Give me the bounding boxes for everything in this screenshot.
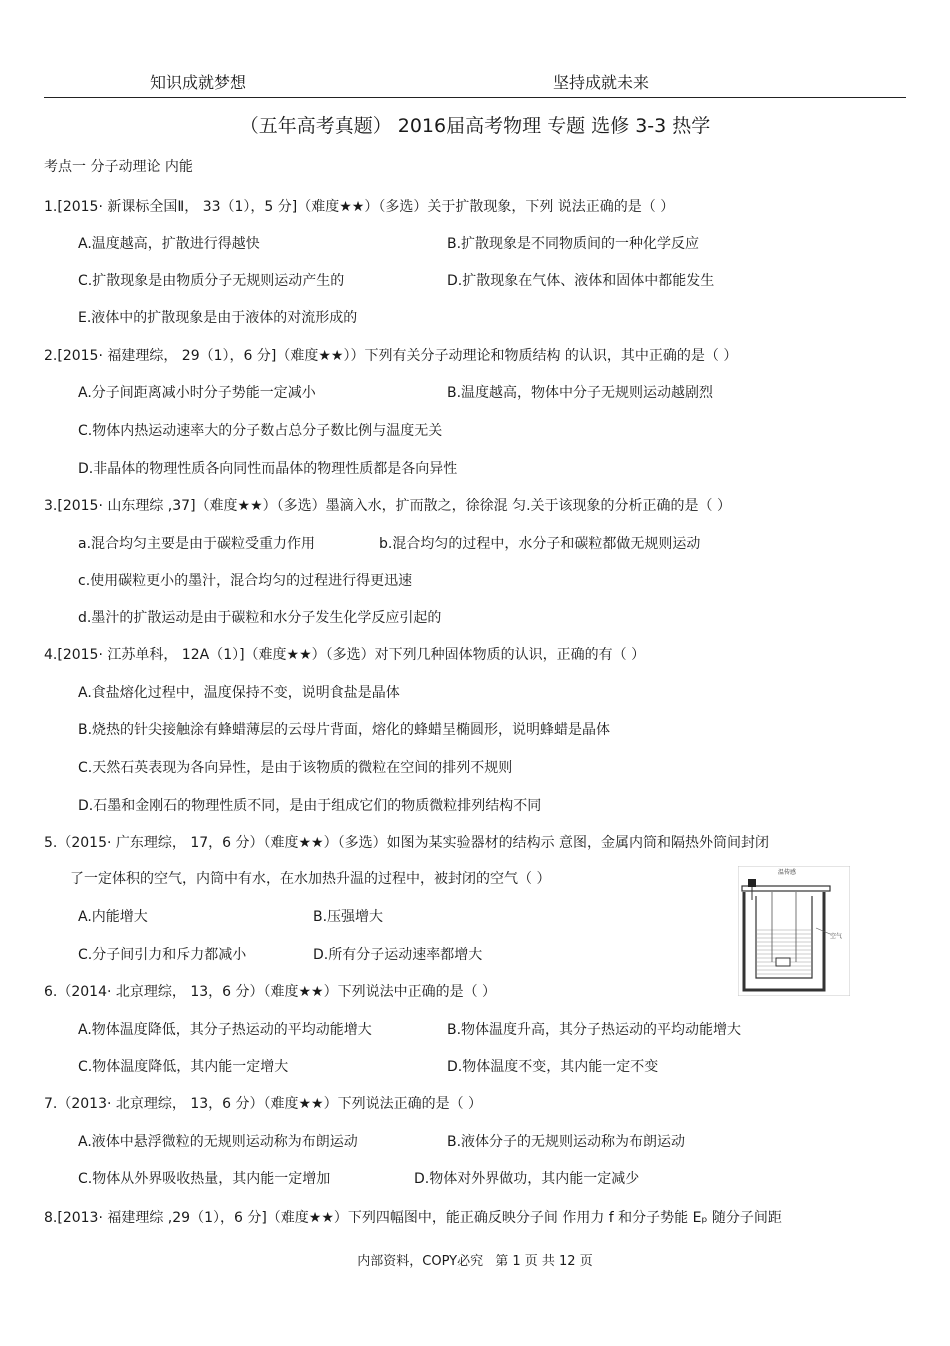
question-3-stem: 3.[2015· 山东理综 ,37]（难度★★）（多选）墨滴入水，扩而散之，徐徐混 匀.关于该现象的分析正确的是（ ） — [44, 498, 731, 514]
question-5-option-a: A.内能增大 — [78, 909, 148, 925]
question-6-option-d: D.物体温度不变，其内能一定不变 — [447, 1059, 659, 1075]
question-3-option-a: a.混合均匀主要是由于碳粒受重力作用 — [78, 536, 316, 552]
header-left-slogan: 知识成就梦想 — [150, 73, 247, 92]
question-1-option-b: B.扩散现象是不同物质间的一种化学反应 — [447, 236, 700, 252]
question-3-option-d: d.墨汁的扩散运动是由于碳粒和水分子发生化学反应引起的 — [78, 610, 442, 626]
question-3-option-c: c.使用碳粒更小的墨汁，混合均匀的过程进行得更迅速 — [78, 573, 413, 589]
question-1-option-d: D.扩散现象在气体、液体和固体中都能发生 — [447, 273, 715, 289]
question-4-stem: 4.[2015· 江苏单科， 12A（1）]（难度★★）（多选）对下列几种固体物质的认识，正确的有（ ） — [44, 647, 646, 663]
question-5-option-d: D.所有分子运动速率都增大 — [313, 947, 483, 963]
page-title: （五年高考真题） 2016届高考物理 专题 选修 3-3 热学 — [239, 115, 711, 137]
question-7-stem: 7.（2013· 北京理综， 13，6 分）（难度★★）下列说法正确的是（ ） — [44, 1096, 483, 1112]
question-5-option-b: B.压强增大 — [313, 909, 384, 925]
figure-label-sensor: 温传感 — [778, 869, 797, 876]
figure-label-air: 空气 — [830, 933, 843, 940]
question-6-option-a: A.物体温度降低，其分子热运动的平均动能增大 — [78, 1022, 372, 1038]
question-1-stem: 1.[2015· 新课标全国Ⅱ， 33（1），5 分]（难度★★）（多选）关于扩散现象，下列 说法正确的是（ ） — [44, 199, 675, 215]
footer-copyright: 内部资料，COPY必究 — [357, 1254, 484, 1269]
question-7-option-c: C.物体从外界吸收热量，其内能一定增加 — [78, 1171, 331, 1187]
question-4-option-d: D.石墨和金刚石的物理性质不同，是由于组成它们的物质微粒排列结构不同 — [78, 798, 542, 814]
question-5-stem: 5.（2015· 广东理综， 17，6 分）（难度★★）（多选）如图为某实验器材的结构示 意图，金属内筒和隔热外筒间封闭 — [44, 835, 770, 851]
heater-element — [776, 958, 790, 966]
question-4-option-b: B.烧热的针尖接触涂有蜂蜡薄层的云母片背面，熔化的蜂蜡呈椭圆形，说明蜂蜡是晶体 — [78, 722, 611, 738]
question-7-option-a: A.液体中悬浮微粒的无规则运动称为布朗运动 — [78, 1134, 358, 1150]
question-6-stem: 6.（2014· 北京理综， 13，6 分）（难度★★）下列说法中正确的是（ ） — [44, 984, 497, 1000]
experiment-apparatus-figure — [738, 866, 850, 996]
question-6-option-c: C.物体温度降低，其内能一定增大 — [78, 1059, 289, 1075]
page-footer — [0, 1250, 950, 1269]
question-8-stem: 8.[2013· 福建理综 ,29（1），6 分]（难度★★）下列四幅图中，能正确反映分子间 作用力 f 和分子势能 Eₚ 随分子间距 — [44, 1210, 782, 1226]
water-lines — [757, 930, 811, 974]
question-2-stem: 2.[2015· 福建理综， 29（1），6 分]（难度★★））下列有关分子动理论和物质结构 的认识，其中正确的是（ ） — [44, 348, 738, 364]
question-2-option-d: D.非晶体的物理性质各向同性而晶体的物理性质都是各向异性 — [78, 461, 458, 477]
question-1-option-e: E.液体中的扩散现象是由于液体的对流形成的 — [78, 310, 358, 326]
sensor-block — [748, 879, 756, 887]
header-divider — [44, 97, 906, 98]
question-5-option-c: C.分子间引力和斥力都减小 — [78, 947, 247, 963]
question-2-option-c: C.物体内热运动速率大的分子数占总分子数比例与温度无关 — [78, 423, 443, 439]
footer-page-number: 第 1 页 共 12 页 — [495, 1254, 593, 1269]
header-right-slogan: 坚持成就未来 — [553, 73, 650, 92]
question-1-option-c: C.扩散现象是由物质分子无规则运动产生的 — [78, 273, 345, 289]
question-7-option-b: B.液体分子的无规则运动称为布朗运动 — [447, 1134, 686, 1150]
question-6-option-b: B.物体温度升高，其分子热运动的平均动能增大 — [447, 1022, 742, 1038]
question-7-option-d: D.物体对外界做功，其内能一定减少 — [414, 1171, 640, 1187]
question-2-option-b: B.温度越高，物体中分子无规则运动越剧烈 — [447, 385, 714, 401]
question-4-option-a: A.食盐熔化过程中，温度保持不变，说明食盐是晶体 — [78, 685, 400, 701]
question-1-option-a: A.温度越高，扩散进行得越快 — [78, 236, 260, 252]
question-3-option-b: b.混合均匀的过程中，水分子和碳粒都做无规则运动 — [379, 536, 701, 552]
question-4-option-c: C.天然石英表现为各向异性，是由于该物质的微粒在空间的排列不规则 — [78, 760, 513, 776]
question-2-option-a: A.分子间距离减小时分子势能一定减小 — [78, 385, 316, 401]
question-5-stem-continued: 了一定体积的空气，内筒中有水，在水加热升温的过程中，被封闭的空气（ ） — [70, 871, 551, 887]
section-heading: 考点一 分子动理论 内能 — [44, 159, 193, 175]
